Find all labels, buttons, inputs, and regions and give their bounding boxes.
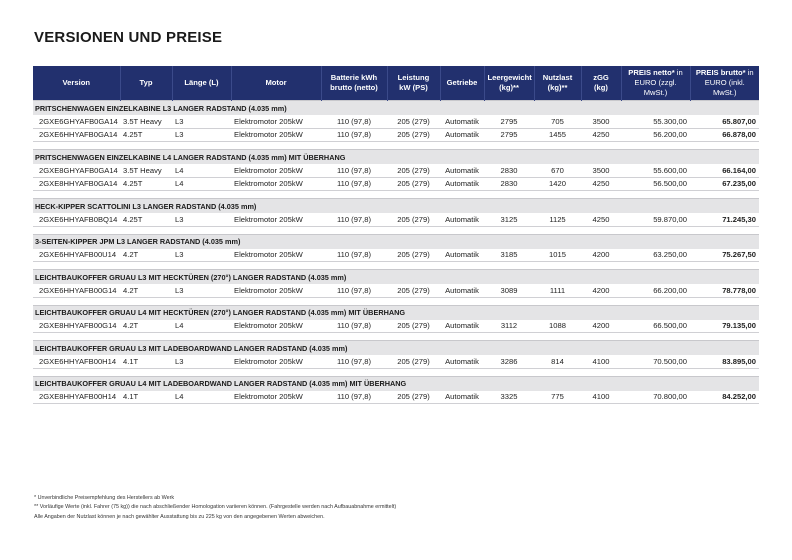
cell-leistung: 205 (279)	[387, 164, 440, 177]
col-header-typ: Typ	[120, 66, 172, 101]
cell-leergewicht: 2795	[484, 128, 534, 142]
spacer-cell	[33, 226, 759, 234]
cell-getriebe: Automatik	[440, 284, 484, 297]
cell-brutto: 75.267,50	[690, 249, 759, 262]
cell-brutto: 66.164,00	[690, 164, 759, 177]
cell-zgg: 4250	[581, 177, 621, 191]
cell-netto: 70.800,00	[621, 391, 690, 404]
table-row	[33, 320, 759, 333]
section-spacer	[33, 333, 759, 341]
section-spacer	[33, 226, 759, 234]
cell-nutzlast: 814	[534, 355, 581, 368]
section-header-row	[33, 270, 759, 285]
cell-batterie: 110 (97,8)	[321, 320, 387, 333]
cell-motor: Elektromotor 205kW	[231, 249, 321, 262]
cell-brutto: 65.807,00	[690, 115, 759, 128]
table-row	[33, 177, 759, 191]
table-body	[33, 101, 759, 404]
cell-getriebe: Automatik	[440, 355, 484, 368]
cell-getriebe: Automatik	[440, 128, 484, 142]
cell-zgg: 4100	[581, 391, 621, 404]
cell-leistung: 205 (279)	[387, 249, 440, 262]
cell-leistung: 205 (279)	[387, 177, 440, 191]
section-title: LEICHTBAUKOFFER GRUAU L3 MIT HECKTÜREN (270°) LANGER RADSTAND (4.035 mm)	[33, 270, 759, 285]
cell-zgg: 4200	[581, 320, 621, 333]
cell-leergewicht: 3089	[484, 284, 534, 297]
col-header-laenge: Länge (L)	[172, 66, 231, 101]
cell-version: 2GXE6HHYAFB0GA14	[33, 128, 120, 142]
section-title: LEICHTBAUKOFFER GRUAU L4 MIT LADEBOARDWAND LANGER RADSTAND (4.035 mm) MIT ÜBERHANG	[33, 376, 759, 391]
cell-getriebe: Automatik	[440, 249, 484, 262]
cell-leistung: 205 (279)	[387, 320, 440, 333]
cell-brutto: 79.135,00	[690, 320, 759, 333]
cell-typ: 3.5T Heavy	[120, 164, 172, 177]
cell-version: 2GXE6HHYAFB0BQ14	[33, 213, 120, 226]
cell-version: 2GXE6HHYAFB00G14	[33, 284, 120, 297]
cell-motor: Elektromotor 205kW	[231, 355, 321, 368]
cell-netto: 66.200,00	[621, 284, 690, 297]
section-spacer	[33, 191, 759, 199]
section-header-row	[33, 376, 759, 391]
cell-nutzlast: 1015	[534, 249, 581, 262]
cell-leergewicht: 3125	[484, 213, 534, 226]
cell-batterie: 110 (97,8)	[321, 249, 387, 262]
cell-netto: 63.250,00	[621, 249, 690, 262]
section-spacer	[33, 142, 759, 150]
section-title: LEICHTBAUKOFFER GRUAU L3 MIT LADEBOARDWAND LANGER RADSTAND (4.035 mm)	[33, 341, 759, 356]
cell-zgg: 4200	[581, 249, 621, 262]
cell-batterie: 110 (97,8)	[321, 213, 387, 226]
col-header-motor: Motor	[231, 66, 321, 101]
cell-typ: 4.2T	[120, 320, 172, 333]
section-title: HECK-KIPPER SCATTOLINI L3 LANGER RADSTAND (4.035 mm)	[33, 199, 759, 214]
cell-getriebe: Automatik	[440, 213, 484, 226]
cell-motor: Elektromotor 205kW	[231, 128, 321, 142]
col-header-leistung: Leistung kW (PS)	[387, 66, 440, 101]
spacer-cell	[33, 368, 759, 376]
cell-version: 2GXE8HHYAFB00G14	[33, 320, 120, 333]
cell-leistung: 205 (279)	[387, 391, 440, 404]
cell-typ: 4.25T	[120, 177, 172, 191]
page-title: VERSIONEN UND PREISE	[34, 29, 223, 46]
cell-motor: Elektromotor 205kW	[231, 391, 321, 404]
col-header-getriebe: Getriebe	[440, 66, 484, 101]
cell-batterie: 110 (97,8)	[321, 355, 387, 368]
cell-nutzlast: 775	[534, 391, 581, 404]
table-row	[33, 128, 759, 142]
cell-laenge: L4	[172, 320, 231, 333]
cell-leergewicht: 3185	[484, 249, 534, 262]
cell-motor: Elektromotor 205kW	[231, 115, 321, 128]
cell-netto: 70.500,00	[621, 355, 690, 368]
section-spacer	[33, 368, 759, 376]
cell-nutzlast: 1455	[534, 128, 581, 142]
cell-leergewicht: 3112	[484, 320, 534, 333]
col-header-leergewicht: Leergewicht (kg)**	[484, 66, 534, 101]
cell-typ: 4.2T	[120, 249, 172, 262]
section-header-row	[33, 199, 759, 214]
section-title: PRITSCHENWAGEN EINZELKABINE L3 LANGER RADSTAND (4.035 mm)	[33, 101, 759, 116]
footnote: ** Vorläufige Werte (inkl. Fahrer (75 kg)) die nach abschließender Homologation variieren können. (Fahrgestelle werden nach Aufbauabnahme ermittelt)	[34, 504, 397, 511]
table-row	[33, 115, 759, 128]
cell-netto: 66.500,00	[621, 320, 690, 333]
cell-motor: Elektromotor 205kW	[231, 177, 321, 191]
cell-typ: 4.1T	[120, 391, 172, 404]
cell-netto: 56.200,00	[621, 128, 690, 142]
table-row	[33, 284, 759, 297]
cell-typ: 4.25T	[120, 213, 172, 226]
cell-brutto: 83.895,00	[690, 355, 759, 368]
cell-brutto: 78.778,00	[690, 284, 759, 297]
price-table	[33, 66, 759, 404]
cell-leergewicht: 2830	[484, 164, 534, 177]
cell-nutzlast: 1088	[534, 320, 581, 333]
footnote: * Unverbindliche Preisempfehlung des Herstellers ab Werk	[34, 495, 175, 501]
cell-leistung: 205 (279)	[387, 115, 440, 128]
section-title: PRITSCHENWAGEN EINZELKABINE L4 LANGER RADSTAND (4.035 mm) MIT ÜBERHANG	[33, 150, 759, 165]
cell-typ: 4.25T	[120, 128, 172, 142]
cell-laenge: L3	[172, 249, 231, 262]
cell-leistung: 205 (279)	[387, 284, 440, 297]
cell-nutzlast: 705	[534, 115, 581, 128]
footnote: Alle Angaben der Nutzlast können je nach gewählter Ausstattung bis zu 225 kg von den angegebenen Werten abweichen.	[34, 513, 325, 520]
cell-motor: Elektromotor 205kW	[231, 164, 321, 177]
cell-version: 2GXE6GHYAFB0GA14	[33, 115, 120, 128]
cell-getriebe: Automatik	[440, 115, 484, 128]
cell-netto: 59.870,00	[621, 213, 690, 226]
section-spacer	[33, 262, 759, 270]
cell-laenge: L3	[172, 128, 231, 142]
cell-brutto: 84.252,00	[690, 391, 759, 404]
cell-leergewicht: 2795	[484, 115, 534, 128]
cell-leergewicht: 3286	[484, 355, 534, 368]
cell-batterie: 110 (97,8)	[321, 391, 387, 404]
spacer-cell	[33, 191, 759, 199]
cell-netto: 55.300,00	[621, 115, 690, 128]
spacer-cell	[33, 142, 759, 150]
spacer-cell	[33, 297, 759, 305]
col-header-preis-brutto: PREIS brutto* in EURO (inkl. MwSt.)	[690, 66, 759, 101]
cell-batterie: 110 (97,8)	[321, 177, 387, 191]
cell-getriebe: Automatik	[440, 391, 484, 404]
cell-version: 2GXE8HHYAFB0GA14	[33, 177, 120, 191]
cell-getriebe: Automatik	[440, 164, 484, 177]
cell-typ: 4.1T	[120, 355, 172, 368]
cell-laenge: L4	[172, 391, 231, 404]
cell-batterie: 110 (97,8)	[321, 115, 387, 128]
cell-motor: Elektromotor 205kW	[231, 284, 321, 297]
cell-batterie: 110 (97,8)	[321, 128, 387, 142]
cell-netto: 56.500,00	[621, 177, 690, 191]
cell-zgg: 4200	[581, 284, 621, 297]
cell-netto: 55.600,00	[621, 164, 690, 177]
cell-laenge: L3	[172, 213, 231, 226]
cell-version: 2GXE6HHYAFB00H14	[33, 355, 120, 368]
cell-motor: Elektromotor 205kW	[231, 213, 321, 226]
section-title: 3-SEITEN-KIPPER JPM L3 LANGER RADSTAND (4.035 mm)	[33, 234, 759, 249]
cell-leergewicht: 2830	[484, 177, 534, 191]
section-header-row	[33, 101, 759, 116]
section-title: LEICHTBAUKOFFER GRUAU L4 MIT HECKTÜREN (270°) LANGER RADSTAND (4.035 mm) MIT ÜBERHANG	[33, 305, 759, 320]
cell-version: 2GXE8GHYAFB0GA14	[33, 164, 120, 177]
table-row	[33, 391, 759, 404]
col-header-version: Version	[33, 66, 120, 101]
cell-brutto: 66.878,00	[690, 128, 759, 142]
cell-nutzlast: 1420	[534, 177, 581, 191]
cell-leergewicht: 3325	[484, 391, 534, 404]
table-row	[33, 355, 759, 368]
cell-brutto: 67.235,00	[690, 177, 759, 191]
cell-zgg: 4250	[581, 213, 621, 226]
cell-zgg: 4100	[581, 355, 621, 368]
cell-nutzlast: 1125	[534, 213, 581, 226]
spacer-cell	[33, 262, 759, 270]
cell-nutzlast: 670	[534, 164, 581, 177]
cell-batterie: 110 (97,8)	[321, 284, 387, 297]
cell-zgg: 3500	[581, 115, 621, 128]
cell-nutzlast: 1111	[534, 284, 581, 297]
section-header-row	[33, 150, 759, 165]
col-header-preis-netto: PREIS netto* in EURO (zzgl. MwSt.)	[621, 66, 690, 101]
table-header-row	[33, 66, 759, 101]
section-header-row	[33, 341, 759, 356]
table-row	[33, 249, 759, 262]
cell-leistung: 205 (279)	[387, 213, 440, 226]
cell-motor: Elektromotor 205kW	[231, 320, 321, 333]
table-row	[33, 164, 759, 177]
cell-typ: 4.2T	[120, 284, 172, 297]
col-header-nutzlast: Nutzlast (kg)**	[534, 66, 581, 101]
cell-version: 2GXE6HHYAFB00U14	[33, 249, 120, 262]
cell-laenge: L4	[172, 177, 231, 191]
footnotes	[34, 494, 396, 522]
cell-laenge: L3	[172, 284, 231, 297]
cell-getriebe: Automatik	[440, 320, 484, 333]
spacer-cell	[33, 333, 759, 341]
cell-zgg: 4250	[581, 128, 621, 142]
cell-laenge: L4	[172, 164, 231, 177]
col-header-zgg: zGG (kg)	[581, 66, 621, 101]
cell-zgg: 3500	[581, 164, 621, 177]
table-row	[33, 213, 759, 226]
section-header-row	[33, 305, 759, 320]
cell-laenge: L3	[172, 355, 231, 368]
section-spacer	[33, 297, 759, 305]
cell-brutto: 71.245,30	[690, 213, 759, 226]
cell-leistung: 205 (279)	[387, 128, 440, 142]
section-header-row	[33, 234, 759, 249]
cell-getriebe: Automatik	[440, 177, 484, 191]
cell-leistung: 205 (279)	[387, 355, 440, 368]
cell-laenge: L3	[172, 115, 231, 128]
cell-typ: 3.5T Heavy	[120, 115, 172, 128]
col-header-batterie: Batterie kWh brutto (netto)	[321, 66, 387, 101]
cell-version: 2GXE8HHYAFB00H14	[33, 391, 120, 404]
cell-batterie: 110 (97,8)	[321, 164, 387, 177]
